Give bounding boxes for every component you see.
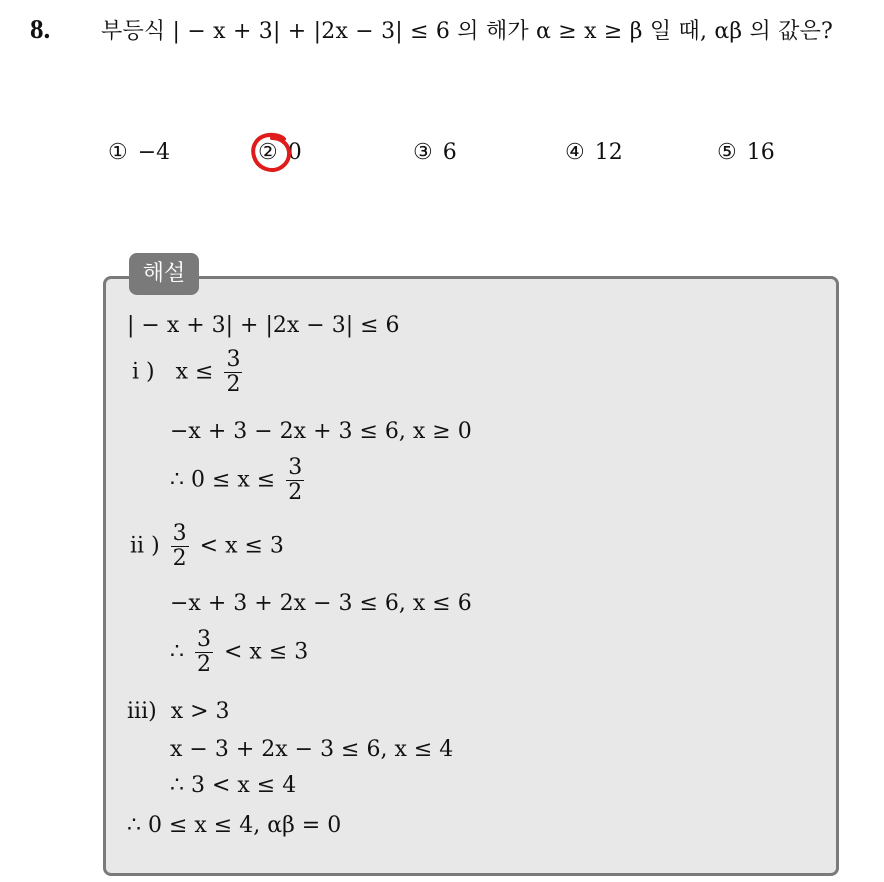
- case1-result: [170, 456, 308, 505]
- choice-1[interactable]: [108, 140, 170, 165]
- case2-result-fraction: [195, 628, 213, 677]
- choice-3[interactable]: [413, 140, 457, 165]
- case3-label: iii): [127, 699, 157, 724]
- solution-conclusion: ∴ 0 ≤ x ≤ 4, αβ = 0: [127, 813, 342, 838]
- case1-result-prefix: ∴ 0 ≤ x ≤: [170, 467, 276, 493]
- choice-4-mark: ④: [565, 140, 585, 165]
- choice-1-value: −4: [137, 140, 171, 165]
- case2-result-prefix: ∴: [170, 639, 184, 665]
- case2-result-suffix: < x ≤ 3: [224, 639, 309, 665]
- case3-condition: [127, 699, 230, 725]
- fraction-numerator: 3: [197, 627, 211, 652]
- case1-cond-prefix: x ≤: [175, 359, 214, 385]
- case3-work: x − 3 + 2x − 3 ≤ 6, x ≤ 4: [170, 737, 454, 762]
- fraction-numerator: 3: [288, 455, 303, 480]
- fraction-denominator: 2: [288, 480, 303, 505]
- solution-label: 해설: [129, 253, 199, 295]
- case2-cond-suffix: < x ≤ 3: [199, 533, 284, 559]
- case1-work: −x + 3 − 2x + 3 ≤ 6, x ≥ 0: [170, 419, 472, 444]
- choice-5[interactable]: [717, 140, 775, 165]
- case2-result: [170, 628, 308, 677]
- choice-5-mark: ⑤: [717, 140, 737, 165]
- case2-work: −x + 3 + 2x − 3 ≤ 6, x ≤ 6: [170, 591, 472, 616]
- case2-cond-fraction: [171, 522, 189, 571]
- case1-cond-fraction: [224, 348, 242, 397]
- choice-2[interactable]: [258, 140, 302, 165]
- fraction-numerator: 3: [172, 521, 187, 546]
- question-text: 부등식 | − x + 3| + |2x − 3| ≤ 6 의 해가 α ≥ x ≥ β 일 때, αβ 의 값은?: [101, 19, 834, 44]
- case2-label: ii ): [130, 533, 160, 559]
- choice-1-mark: ①: [108, 140, 128, 165]
- case3-result: ∴ 3 < x ≤ 4: [170, 773, 297, 798]
- fraction-numerator: 3: [226, 347, 241, 372]
- case1-result-fraction: [286, 456, 304, 505]
- fraction-denominator: 2: [197, 652, 211, 677]
- fraction-denominator: 2: [172, 546, 187, 571]
- choice-3-mark: ③: [413, 140, 433, 165]
- solution-inequality: | − x + 3| + |2x − 3| ≤ 6: [127, 313, 400, 338]
- question-number: 8.: [30, 14, 51, 44]
- case1-label: i ): [132, 359, 155, 385]
- choice-3-value: 6: [442, 140, 457, 165]
- case1-condition: [132, 348, 246, 397]
- choice-5-value: 16: [746, 140, 775, 165]
- choice-4-value: 12: [594, 140, 623, 165]
- case2-condition: [130, 522, 284, 571]
- fraction-denominator: 2: [226, 372, 241, 397]
- case3-cond: x > 3: [170, 699, 230, 724]
- choice-2-value: 0: [287, 140, 302, 165]
- choice-4[interactable]: [565, 140, 623, 165]
- choice-2-mark: ②: [258, 140, 278, 165]
